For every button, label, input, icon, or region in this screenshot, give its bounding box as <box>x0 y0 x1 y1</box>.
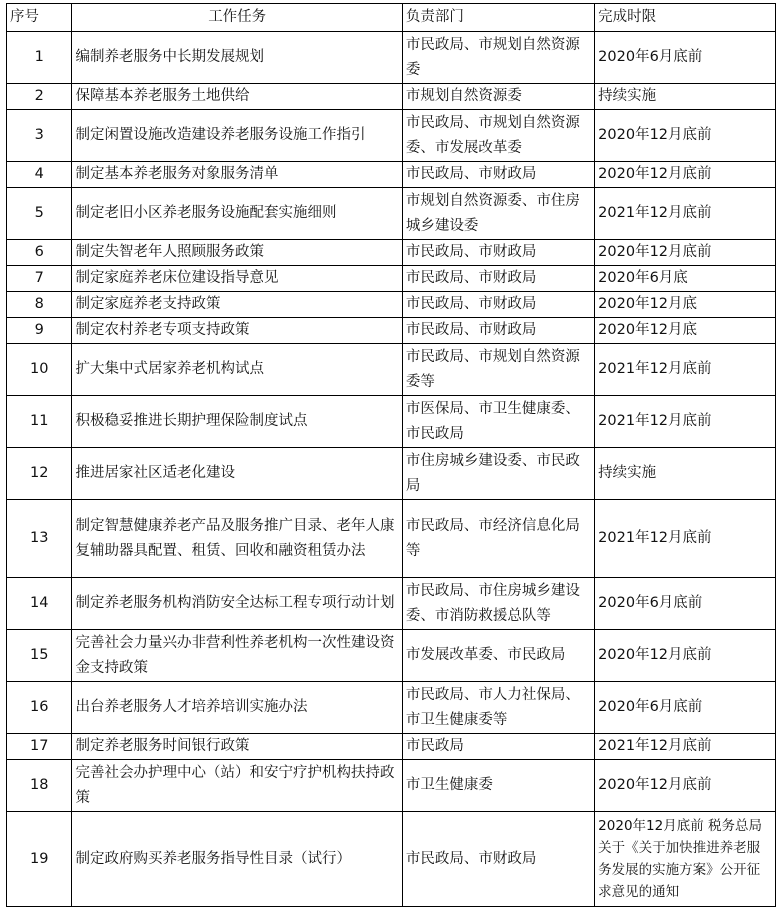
table-row <box>7 578 776 630</box>
row-task: 制定家庭养老床位建设指导意见 <box>72 266 402 292</box>
row-dept: 市卫生健康委 <box>402 760 594 812</box>
table-row <box>7 188 776 240</box>
row-no: 10 <box>7 344 72 396</box>
row-task: 制定养老服务时间银行政策 <box>72 734 402 760</box>
row-task: 制定政府购买养老服务指导性目录（试行） <box>72 812 402 907</box>
row-no: 6 <box>7 240 72 266</box>
row-dept: 市医保局、市卫生健康委、市民政局 <box>402 396 594 448</box>
row-time: 2020年6月底前 <box>595 578 776 630</box>
row-time: 持续实施 <box>595 448 776 500</box>
row-no: 19 <box>7 812 72 907</box>
row-task: 制定老旧小区养老服务设施配套实施细则 <box>72 188 402 240</box>
row-no: 8 <box>7 292 72 318</box>
row-no: 16 <box>7 682 72 734</box>
row-dept: 市民政局、市人力社保局、市卫生健康委等 <box>402 682 594 734</box>
row-no: 14 <box>7 578 72 630</box>
row-task: 完善社会办护理中心（站）和安宁疗护机构扶持政策 <box>72 760 402 812</box>
row-time: 2020年12月底 <box>595 318 776 344</box>
row-task: 制定养老服务机构消防安全达标工程专项行动计划 <box>72 578 402 630</box>
table-row <box>7 812 776 907</box>
row-time: 2020年12月底前 <box>595 240 776 266</box>
row-task: 制定农村养老专项支持政策 <box>72 318 402 344</box>
table-row <box>7 266 776 292</box>
row-dept: 市住房城乡建设委、市民政局 <box>402 448 594 500</box>
row-task: 保障基本养老服务土地供给 <box>72 84 402 110</box>
table-row <box>7 396 776 448</box>
row-dept: 市民政局、市财政局 <box>402 266 594 292</box>
row-task: 扩大集中式居家养老机构试点 <box>72 344 402 396</box>
header-dept: 负责部门 <box>402 4 594 32</box>
policy-task-table <box>6 3 776 907</box>
row-dept: 市规划自然资源委 <box>402 84 594 110</box>
row-dept: 市民政局、市财政局 <box>402 292 594 318</box>
row-task: 积极稳妥推进长期护理保险制度试点 <box>72 396 402 448</box>
row-no: 5 <box>7 188 72 240</box>
row-time: 2021年12月底前 <box>595 734 776 760</box>
row-dept: 市民政局、市经济信息化局等 <box>402 500 594 578</box>
row-time: 2020年12月底 <box>595 292 776 318</box>
policy-task-table-container <box>6 3 776 907</box>
row-no: 9 <box>7 318 72 344</box>
row-no: 15 <box>7 630 72 682</box>
row-time: 2020年6月底前 <box>595 682 776 734</box>
table-row <box>7 162 776 188</box>
row-dept: 市民政局、市规划自然资源委、市发展改革委 <box>402 110 594 162</box>
row-time: 2021年12月底前 <box>595 188 776 240</box>
row-task: 制定失智老年人照顾服务政策 <box>72 240 402 266</box>
row-no: 13 <box>7 500 72 578</box>
row-task: 编制养老服务中长期发展规划 <box>72 32 402 84</box>
table-header-row <box>7 4 776 32</box>
row-dept: 市民政局、市规划自然资源委等 <box>402 344 594 396</box>
table-row <box>7 682 776 734</box>
row-no: 12 <box>7 448 72 500</box>
row-task: 出台养老服务人才培养培训实施办法 <box>72 682 402 734</box>
row-task: 完善社会力量兴办非营利性养老机构一次性建设资金支持政策 <box>72 630 402 682</box>
row-task: 制定智慧健康养老产品及服务推广目录、老年人康复辅助器具配置、租赁、回收和融资租赁办法 <box>72 500 402 578</box>
row-task: 制定家庭养老支持政策 <box>72 292 402 318</box>
row-no: 1 <box>7 32 72 84</box>
row-time: 2021年12月底前 <box>595 500 776 578</box>
row-task: 推进居家社区适老化建设 <box>72 448 402 500</box>
row-time: 2020年12月底前 <box>595 760 776 812</box>
row-time: 持续实施 <box>595 84 776 110</box>
table-row <box>7 760 776 812</box>
table-row <box>7 630 776 682</box>
table-row <box>7 318 776 344</box>
row-time: 2021年12月底前 <box>595 344 776 396</box>
row-dept: 市规划自然资源委、市住房城乡建设委 <box>402 188 594 240</box>
row-no: 2 <box>7 84 72 110</box>
row-dept: 市民政局、市财政局 <box>402 812 594 907</box>
table-row <box>7 84 776 110</box>
row-time: 2020年12月底前 <box>595 162 776 188</box>
header-time: 完成时限 <box>595 4 776 32</box>
table-row <box>7 110 776 162</box>
row-no: 4 <box>7 162 72 188</box>
row-no: 17 <box>7 734 72 760</box>
row-time: 2020年12月底前 <box>595 630 776 682</box>
row-dept: 市民政局、市规划自然资源委 <box>402 32 594 84</box>
table-row <box>7 500 776 578</box>
table-row <box>7 344 776 396</box>
header-no: 序号 <box>7 4 72 32</box>
row-time: 2020年6月底前 <box>595 32 776 84</box>
row-dept: 市民政局、市财政局 <box>402 162 594 188</box>
row-time: 2020年12月底前 税务总局 关于《关于加快推进养老服务发展的实施方案》公开征求意见的通知 <box>595 812 776 907</box>
table-row <box>7 734 776 760</box>
row-task: 制定闲置设施改造建设养老服务设施工作指引 <box>72 110 402 162</box>
row-dept: 市民政局 <box>402 734 594 760</box>
table-row <box>7 292 776 318</box>
header-task: 工作任务 <box>72 4 402 32</box>
table-row <box>7 32 776 84</box>
row-dept: 市民政局、市财政局 <box>402 240 594 266</box>
row-time: 2020年6月底 <box>595 266 776 292</box>
table-row <box>7 240 776 266</box>
row-task: 制定基本养老服务对象服务清单 <box>72 162 402 188</box>
row-dept: 市民政局、市财政局 <box>402 318 594 344</box>
row-no: 18 <box>7 760 72 812</box>
row-dept: 市发展改革委、市民政局 <box>402 630 594 682</box>
row-dept: 市民政局、市住房城乡建设委、市消防救援总队等 <box>402 578 594 630</box>
row-time: 2021年12月底前 <box>595 396 776 448</box>
table-row <box>7 448 776 500</box>
row-no: 7 <box>7 266 72 292</box>
row-no: 3 <box>7 110 72 162</box>
row-time: 2020年12月底前 <box>595 110 776 162</box>
row-no: 11 <box>7 396 72 448</box>
